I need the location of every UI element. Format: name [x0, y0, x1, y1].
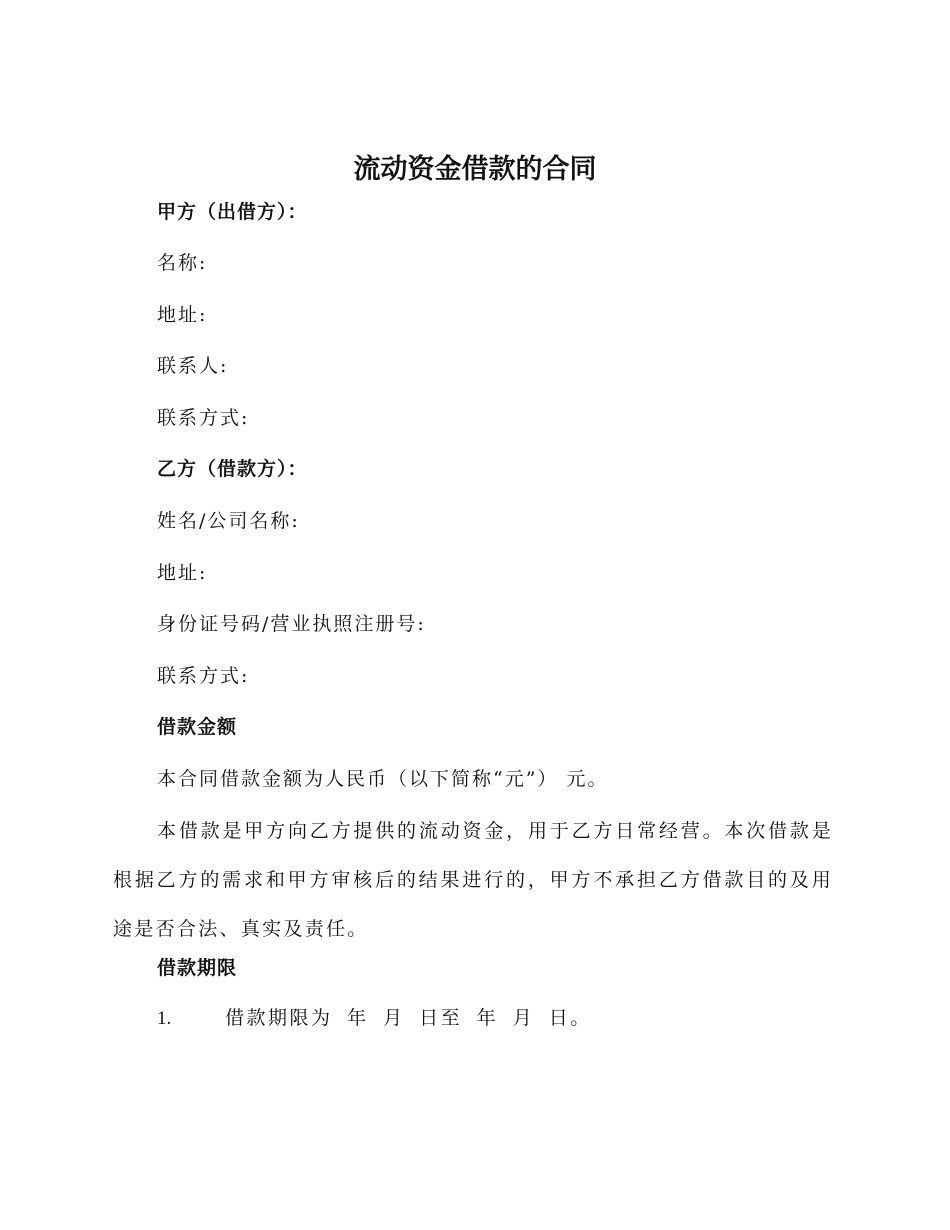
list-item-number: 1. [157, 1008, 172, 1029]
party-a-name-label: 名称: [157, 252, 208, 274]
loan-purpose-paragraph: 本借款是甲方向乙方提供的流动资金，用于乙方日常经营。本次借款是根据乙方的需求和甲方审核后的结果进行的，甲方不承担乙方借款目的及用途是否合法、真实及责任。 [113, 820, 833, 940]
loan-amount-heading: 借款金额 [157, 716, 238, 738]
loan-term-heading: 借款期限 [157, 957, 238, 979]
party-b-contact-method-label: 联系方式: [157, 665, 250, 687]
party-a-address-label: 地址: [157, 304, 208, 326]
party-a-contact-person-label: 联系人: [157, 355, 229, 377]
party-b-name-label: 姓名/公司名称: [157, 510, 300, 532]
document-title: 流动资金借款的合同 [353, 154, 597, 185]
list-item-text: 借款期限为 年 月 日至 年 月 日。 [225, 1007, 592, 1029]
party-a-contact-method-label: 联系方式: [157, 407, 250, 429]
party-a-heading: 甲方（出借方）： [157, 201, 308, 223]
loan-amount-line: 本合同借款金额为人民币（以下简称“元”） 元。 [157, 768, 609, 790]
party-b-id-label: 身份证号码/营业执照注册号: [157, 613, 426, 635]
party-b-address-label: 地址: [157, 562, 208, 584]
list-item [157, 1003, 592, 1034]
party-b-heading: 乙方（借款方）： [157, 458, 308, 480]
